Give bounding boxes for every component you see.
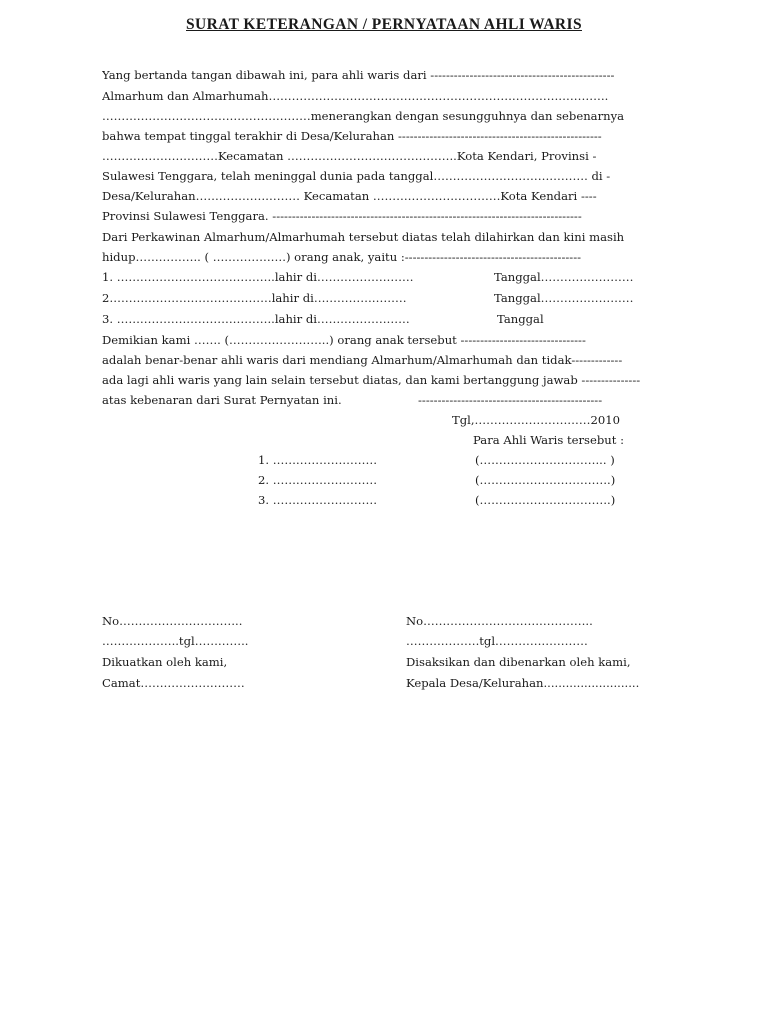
closing-line-4: atas kebenaran dari Surat Pernyatan ini.	[102, 393, 342, 407]
heir-3-name: 3. ………………………	[258, 493, 378, 507]
heir-1-name: 1. ………………………	[258, 453, 378, 467]
heir-3-signature: (…………………………….)	[475, 493, 616, 507]
child-3-birthplace: 3. …………………………………..lahir di……………………	[102, 312, 410, 326]
heir-2-name: 2. ………………………	[258, 473, 378, 487]
closing-line-2: adalah benar-benar ahli waris dari mendiang Almarhum/Almarhumah dan tidak-------------	[102, 353, 623, 367]
document-title: SURAT KETERANGAN / PERNYATAAN AHLI WARIS	[186, 16, 582, 33]
body-line-2: Almarhum dan Almarhumah…………………………………………………………………………….	[102, 89, 609, 103]
child-2-date: Tanggal……………………	[494, 291, 634, 305]
body-line-8: Provinsi Sulawesi Tenggara. -------------------------------------------------------------------------------	[102, 209, 582, 223]
kades-date: ……………….tgl……………………	[406, 634, 588, 648]
kades-label: Disaksikan dan dibenarkan oleh kami,	[406, 655, 631, 669]
child-2-birthplace: 2……………………………………lahir di……………………	[102, 291, 407, 305]
heir-2-signature: (…………………………….)	[475, 473, 616, 487]
camat-label: Dikuatkan oleh kami,	[102, 655, 228, 669]
body-line-7: Desa/Kelurahan……………………… Kecamatan ……………………………Kota Kendari ----	[102, 189, 597, 203]
body-line-3: ………………………………………………menerangkan dengan sesungguhnya dan sebenarnya	[102, 109, 625, 123]
camat-number: No…………………………..	[102, 614, 243, 628]
body-line-9: Dari Perkawinan Almarhum/Almarhumah tersebut diatas telah dilahirkan dan kini masih	[102, 230, 625, 244]
child-3-date: Tanggal	[497, 312, 544, 326]
body-line-5: …………………………Kecamatan ……………………………………..Kota Kendari, Provinsi -	[102, 149, 597, 163]
child-1-date: Tanggal……………………	[494, 270, 634, 284]
date-line: Tgl,…………………………2010	[452, 413, 620, 427]
camat-name: Camat………………………	[102, 676, 245, 690]
kades-name: Kepala Desa/Kelurahan..........................	[406, 676, 640, 690]
body-line-10: hidup…………….. ( ……………….) orang anak, yaitu :---------------------------------------------	[102, 250, 582, 264]
body-line-1: Yang bertanda tangan dibawah ini, para ahli waris dari -----------------------------------------------	[102, 68, 615, 82]
child-1-birthplace: 1. …………………………………..lahir di…………………….	[102, 270, 414, 284]
body-line-4: bahwa tempat tinggal terakhir di Desa/Kelurahan ----------------------------------------------------	[102, 129, 602, 143]
kades-number: No……………………………………..	[406, 614, 593, 628]
heirs-label: Para Ahli Waris tersebut :	[473, 433, 624, 447]
camat-date: ………………..tgl…………..	[102, 634, 249, 648]
closing-line-4-dashes: -----------------------------------------------	[418, 393, 603, 407]
closing-line-1: Demikian kami ……. (……………………..) orang anak tersebut --------------------------------	[102, 333, 586, 347]
body-line-6: Sulawesi Tenggara, telah meninggal dunia pada tanggal…………………………………. di -	[102, 169, 611, 183]
closing-line-3: ada lagi ahli waris yang lain selain tersebut diatas, dan kami bertanggung jawab ---------------	[102, 373, 641, 387]
heir-1-signature: (…………………………... )	[475, 453, 615, 467]
